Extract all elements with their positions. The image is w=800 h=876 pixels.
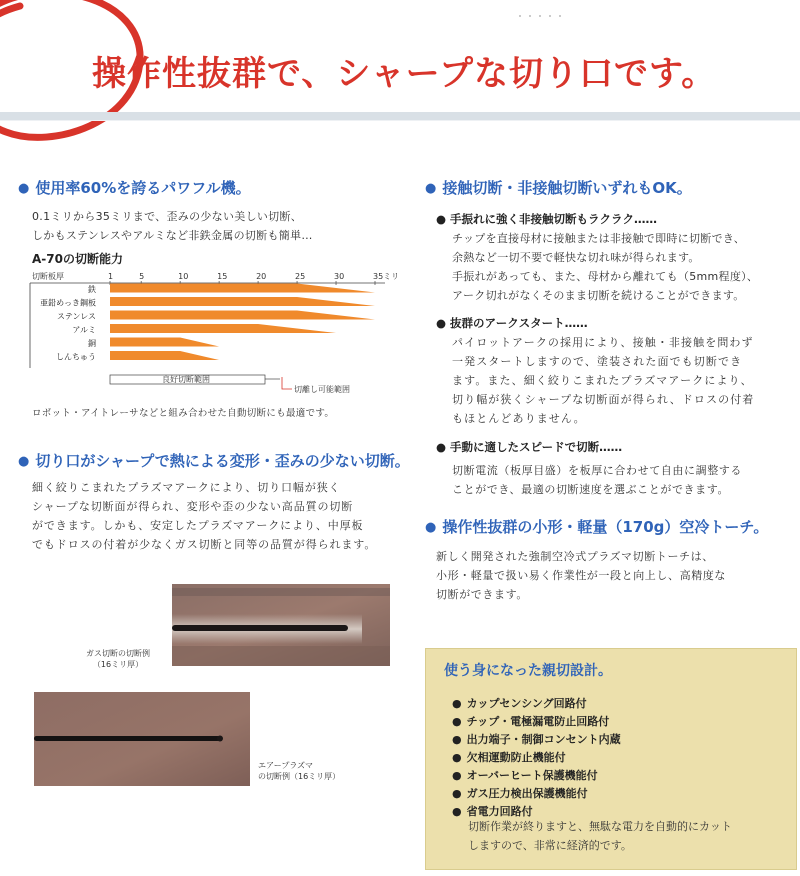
decorative-dots (510, 14, 570, 18)
material-label: しんちゅう (56, 352, 96, 362)
x-tick-label: 30 (334, 272, 345, 281)
max-range-legend-label: 切離し可能範囲 (294, 385, 350, 394)
section-bullet-icon: ● (425, 181, 437, 196)
x-tick-label: 1 (108, 272, 114, 281)
item-body-arc-start: パイロットアークの採用により、接触・非接触を問わず 一発スタートしますので、塗装された面でも切断でき ます。また、細く絞りこまれたプラズマアークにより、 切り幅が狭くシャープな切断面が得られ、ドロスの付着 もほとんどありません。 (452, 336, 755, 425)
torch-description: 新しく開発された強制空冷式プラズマ切断トーチは、 小形・軽量で扱い易く作業性が一段と向上し、高精度な 切断ができます。 (436, 550, 726, 601)
header-divider (0, 112, 800, 120)
item-heading-non-contact: ● 手振れに強く非接触切断もラクラク…… (436, 212, 658, 226)
section-bullet-icon: ● (425, 520, 437, 535)
bullet-icon: ● (452, 751, 462, 764)
item-heading-arc-start: ● 抜群のアークスタート…… (436, 316, 588, 330)
cutting-capacity-chart (30, 268, 400, 398)
power-description: 0.1ミリから35ミリまで、歪みの少ない美しい切断、 しかもステンレスやアルミなど非鉄金属の切断も簡単… (32, 210, 313, 242)
bullet-icon: ● (452, 769, 462, 782)
x-tick-label: 25 (295, 272, 306, 281)
cutting-range-bar (110, 324, 336, 333)
header-divider-light (0, 120, 800, 121)
cutting-range-bar (110, 297, 375, 306)
item-body-non-contact: チップを直接母材に接触または非接触で即時に切断でき、 余熱など一切不要で軽快な切れ味が得られます。 手振れがあっても、また、母材から離れても（5mm程度）、 アーク切れがなくそのまま切断を続けることができます。 (452, 232, 759, 302)
feature-item: ● カップセンシング回路付 (452, 697, 587, 710)
x-tick-label: 5 (139, 272, 145, 281)
item-body-manual-speed: 切断電流（板厚目盛）を板厚に合わせて自由に調整する ことができ、最適の切断速度を選ぶことができます。 (452, 464, 742, 496)
bullet-icon: ● (436, 316, 447, 330)
bullet-icon: ● (452, 697, 462, 710)
gas-cut-sample-photo (172, 584, 390, 666)
good-range-legend-label: 良好切断範囲 (162, 375, 210, 384)
section-bullet-icon: ● (18, 454, 30, 469)
material-label: 亜鉛めっき鋼板 (40, 298, 96, 308)
x-tick-label: 15 (217, 272, 228, 281)
gas-cut-caption: ガス切断の切断例 （16ミリ厚） (86, 649, 150, 669)
chart-heading: A-70の切断能力 (32, 252, 123, 266)
section-title-sharp-cut: ● 切り口がシャープで熱による変形・歪みの少ない切断。 (18, 452, 410, 470)
bullet-icon: ● (436, 212, 447, 226)
section-title-contact-cutting: ● 接触切断・非接触切断いずれもOK。 (425, 179, 692, 197)
air-plasma-caption: エアープラズマ の切断例（16ミリ厚） (258, 761, 341, 781)
x-axis-label: 切断板厚 (32, 272, 64, 281)
feature-item: ● 欠相運動防止機能付 (452, 751, 566, 764)
sharp-cut-description: 細く絞りこまれたプラズマアークにより、切り口幅が狭く シャープな切断面が得られ、変形や歪の少ない高品質の切断 ができます。しかも、安定したプラズマアークにより、中厚板 でもドロスの付着が少なくガス切断と同等の品質が得られます。 (32, 481, 377, 551)
section-title-torch: ● 操作性抜群の小形・軽量（170g）空冷トーチ。 (425, 518, 769, 536)
cutting-range-bar (110, 311, 375, 320)
bullet-icon: ● (452, 715, 462, 728)
section-bullet-icon: ● (18, 181, 30, 196)
feature-item: ● チップ・電極漏電防止回路付 (452, 715, 610, 728)
feature-item: ● ガス圧力検出保護機能付 (452, 787, 588, 800)
bullet-icon: ● (452, 787, 462, 800)
x-tick-label: 20 (256, 272, 267, 281)
max-range-legend-marker (282, 377, 292, 389)
x-tick-label: 35ミリ (373, 272, 400, 281)
material-label: 鉄 (88, 285, 96, 294)
bullet-icon: ● (452, 733, 462, 746)
item-heading-manual-speed: ● 手動に適したスピードで切断…… (436, 440, 623, 454)
page-title: 操作性抜群で、シャープな切り口です。 (92, 54, 717, 94)
features-box-title: 使う身になった親切設計。 (444, 663, 612, 679)
section-title-power: ● 使用率60%を誇るパワフル機。 (18, 179, 251, 197)
cutting-range-bar (110, 351, 219, 360)
x-tick-label: 10 (178, 272, 189, 281)
feature-item: ● 省電力回路付 (452, 805, 533, 818)
material-label: アルミ (72, 325, 96, 335)
bullet-icon: ● (436, 440, 447, 454)
bullet-icon: ● (452, 805, 462, 818)
cutting-range-bar (110, 284, 375, 293)
feature-item: ● 出力端子・制御コンセント内蔵 (452, 733, 621, 746)
air-plasma-sample-photo (34, 692, 250, 786)
material-label: ステンレス (57, 312, 96, 321)
chart-note: ロボット・アイトレーサなどと組み合わせた自動切断にも最適です。 (32, 408, 335, 419)
cutting-range-bar (110, 338, 219, 347)
material-label: 銅 (88, 339, 96, 348)
power-saving-note: 切断作業が終りますと、無駄な電力を自動的にカット しますので、非常に経済的です。 (468, 820, 732, 852)
feature-item: ● オーバーヒート保護機能付 (452, 769, 598, 782)
